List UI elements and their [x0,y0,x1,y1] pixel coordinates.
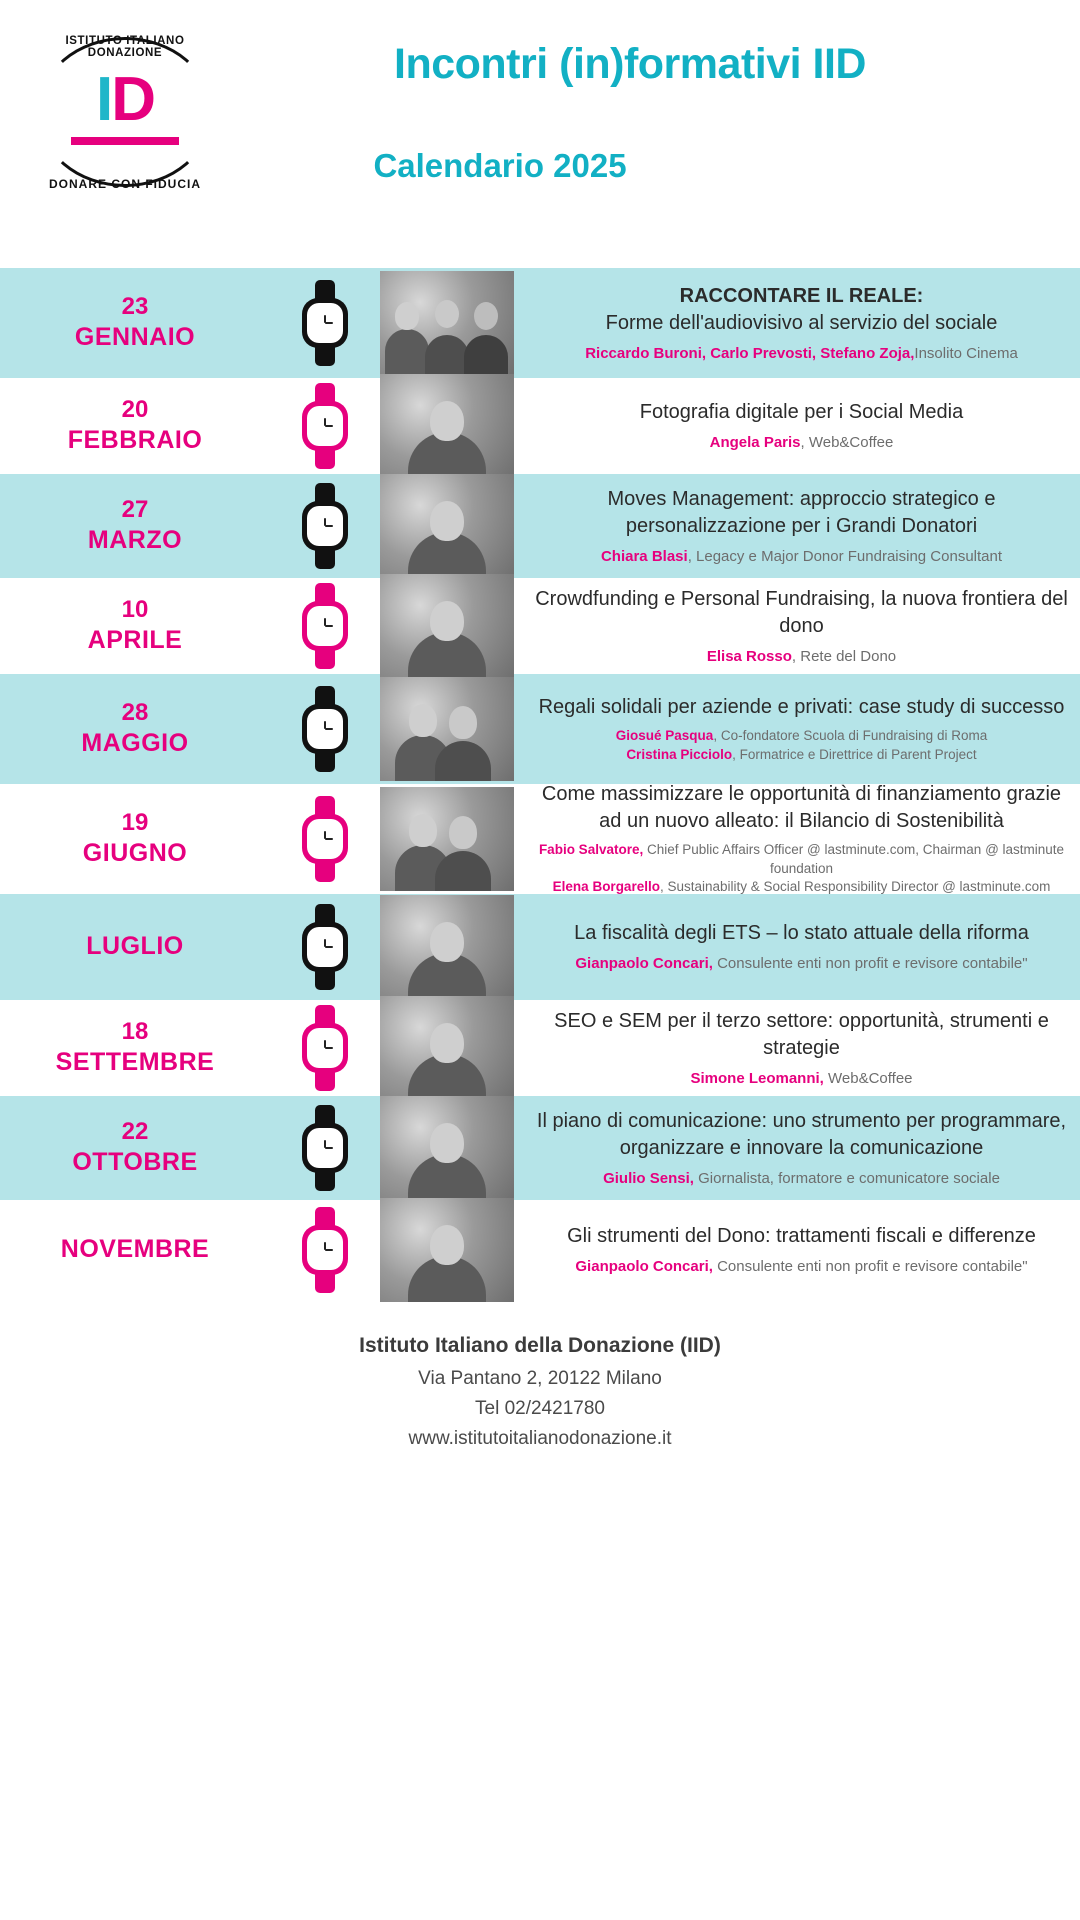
speaker-photo [380,996,514,1100]
event-day: 19 [121,809,149,837]
speaker-line [535,1068,1068,1089]
speaker-role: , Formatrice e Direttrice di Parent Project [732,746,977,762]
table-row [0,268,1080,378]
event-month: MAGGIO [81,729,189,758]
footer-organization: Istituto Italiano della Donazione (IID) [359,1334,721,1357]
event-title [535,1108,1068,1162]
speaker-photo-cell [380,1200,525,1300]
event-details [525,674,1080,784]
event-month: GENNAIO [74,323,196,352]
speaker-photo [380,574,514,678]
speaker-line [535,727,1068,746]
speaker-photo-cell [380,784,525,894]
event-title-text: Fotografia digitale per i Social Media [639,401,964,423]
speaker-role: Consulente enti non profit e revisore contabile" [712,1258,1028,1275]
event-title-text: Come massimizzare le opportunità di finanziamento grazie ad un nuovo alleato: il Bilancio di Sostenibilità [541,782,1062,832]
event-date [0,378,270,474]
speaker-line [535,646,1068,667]
event-title-text: Forme dell'audiovisivo al servizio del sociale [605,311,998,334]
event-day: 20 [121,396,149,424]
logo-arc-top-text: ISTITUTO ITALIANO DONAZIONE [65,35,185,59]
event-speakers [535,1256,1068,1277]
event-month: MARZO [87,526,183,555]
page-footer [0,1334,1080,1450]
watch-icon-cell [270,378,380,474]
speaker-role: , Legacy e Major Donor Fundraising Consultant [687,547,1003,565]
watch-icon-cell [270,268,380,378]
event-title [535,399,1068,426]
speaker-name: Gianpaolo Concari, [575,955,713,972]
event-details [525,578,1080,674]
logo-tagline: DONARE CON FIDUCIA [49,177,201,191]
event-day: 10 [121,596,149,624]
watch-icon [302,904,348,990]
event-month: GIUGNO [82,839,188,868]
event-day: 27 [121,496,149,524]
speaker-name: Cristina Picciolo [626,746,733,762]
watch-icon-cell [270,1200,380,1300]
speaker-line [535,432,1068,453]
event-speakers [535,546,1068,567]
event-speakers [535,1068,1068,1089]
table-row [0,894,1080,1000]
table-row [0,1096,1080,1200]
watch-icon-cell [270,674,380,784]
event-details [525,474,1080,578]
event-date [0,784,270,894]
event-title [535,586,1068,640]
footer-address: Via Pantano 2, 20122 Milano [418,1368,662,1389]
speaker-role: Chief Public Affairs Officer @ lastminute.com, Chairman @ lastminute foundation [643,841,1065,876]
speaker-role: Consulente enti non profit e revisore contabile" [712,955,1028,972]
event-day: 23 [121,293,149,321]
event-details [525,1096,1080,1200]
event-month: SETTEMBRE [55,1048,215,1077]
event-details [525,378,1080,474]
event-title [535,283,1068,337]
event-date [0,1096,270,1200]
speaker-photo [380,1096,514,1200]
event-title-text: Regali solidali per aziende e privati: case study di successo [538,695,1065,718]
table-row [0,474,1080,578]
event-month: LUGLIO [86,932,184,961]
event-title-text: SEO e SEM per il terzo settore: opportunità, strumenti e strategie [554,1009,1049,1059]
speaker-name: Angela Paris [709,434,801,451]
speaker-name: Simone Leomanni, [690,1069,824,1087]
event-title-text: La fiscalità degli ETS – lo stato attuale della riforma [574,922,1029,944]
speaker-name: Gianpaolo Concari, [575,1258,713,1275]
watch-icon [302,1105,348,1191]
event-title [535,486,1068,540]
event-month: NOVEMBRE [60,1235,210,1264]
event-month: APRILE [87,626,183,655]
table-row [0,674,1080,784]
speaker-photo [380,1198,514,1302]
event-speakers [535,646,1068,667]
speaker-line [535,1256,1068,1277]
watch-icon-cell [270,784,380,894]
logo-initial-i: I [95,65,112,134]
watch-icon [302,686,348,772]
logo-initials [27,65,223,134]
watch-icon [302,483,348,569]
event-day: 18 [121,1018,149,1046]
speaker-photo-cell [380,674,525,784]
speaker-role: , Web&Coffee [800,434,894,451]
watch-icon-cell [270,1000,380,1096]
watch-icon-cell [270,1096,380,1200]
table-row [0,1000,1080,1096]
event-details [525,1200,1080,1300]
watch-icon [302,583,348,669]
watch-icon [302,383,348,469]
speaker-photo-cell [380,1000,525,1096]
watch-icon [302,1005,348,1091]
speaker-photo-cell [380,268,525,378]
speaker-photo [380,374,514,478]
event-date [0,1000,270,1096]
speaker-name: Elena Borgarello [552,879,660,895]
event-details [525,268,1080,378]
title-block [250,18,1080,185]
event-day: 22 [121,1118,149,1146]
speaker-line [535,343,1068,364]
speaker-photo [380,787,514,891]
event-speakers [535,727,1068,765]
event-title-text: Crowdfunding e Personal Fundraising, la nuova frontiera del dono [535,587,1068,637]
logo [0,18,250,208]
event-title-headline: RACCONTARE IL REALE: [679,284,924,307]
speaker-role: , Co-fondatore Scuola di Fundraising di Roma [713,727,988,743]
event-title [535,1223,1068,1250]
watch-icon [302,1207,348,1293]
event-speakers [535,343,1068,364]
event-date [0,894,270,1000]
event-date [0,674,270,784]
event-day: 28 [121,699,149,727]
event-month: OTTOBRE [72,1148,198,1177]
event-speakers [535,953,1068,974]
event-details [525,784,1080,894]
speaker-line [535,953,1068,974]
table-row [0,1200,1080,1300]
speaker-photo [380,474,514,578]
event-title-text: Moves Management: approccio strategico e personalizzazione per i Grandi Donatori [607,487,996,537]
speaker-photo-cell [380,1096,525,1200]
watch-icon [302,796,348,882]
speaker-role: , Rete del Dono [791,647,897,665]
event-date [0,268,270,378]
table-row [0,784,1080,894]
speaker-photo-cell [380,378,525,474]
event-title [535,1008,1068,1062]
speaker-line [535,746,1068,765]
speaker-role: Insolito Cinema [914,344,1018,362]
event-date [0,1200,270,1300]
event-speakers [535,432,1068,453]
watch-icon-cell [270,474,380,578]
footer-phone: Tel 02/2421780 [475,1398,605,1419]
logo-initial-d: D [111,65,154,134]
speaker-photo-cell [380,578,525,674]
speaker-line [535,1168,1068,1189]
event-speakers [535,1168,1068,1189]
logo-underline [71,137,179,145]
watch-icon [302,280,348,366]
page-header [0,0,1080,268]
event-details [525,894,1080,1000]
footer-website[interactable]: www.istitutoitalianodonazione.it [408,1428,672,1449]
speaker-photo-cell [380,894,525,1000]
event-month: FEBBRAIO [67,426,203,455]
watch-icon-cell [270,578,380,674]
speaker-name: Giulio Sensi, [603,1169,694,1187]
speaker-photo [380,271,514,375]
event-title-text: Il piano di comunicazione: uno strumento per programmare, organizzare e innovare la comunicazione [536,1109,1067,1159]
calendar-rows [0,268,1080,1300]
page-subtitle: Calendario 2025 [373,147,627,184]
speaker-photo-cell [380,474,525,578]
watch-icon-cell [270,894,380,1000]
event-title-text: Gli strumenti del Dono: trattamenti fiscali e differenze [567,1225,1036,1247]
speaker-line [535,546,1068,567]
speaker-role: Web&Coffee [823,1069,913,1087]
event-date [0,474,270,578]
speaker-name: Fabio Salvatore, [538,841,644,857]
event-details [525,1000,1080,1096]
table-row [0,378,1080,474]
speaker-photo [380,677,514,781]
speaker-role: Giornalista, formatore e comunicatore sociale [693,1169,1000,1187]
page-title: Incontri (in)formativi IID [394,40,866,88]
speaker-photo [380,895,514,999]
event-date [0,578,270,674]
event-title [535,920,1068,947]
speaker-name: Chiara Blasi [600,547,688,565]
speaker-name: Riccardo Buroni, Carlo Prevosti, Stefano Zoja, [585,344,915,362]
event-title [535,694,1068,721]
table-row [0,578,1080,674]
speaker-line [535,841,1068,879]
speaker-role: , Sustainability & Social Responsibility Director @ lastminute.com [659,879,1051,895]
event-speakers [535,841,1068,898]
event-title [535,781,1068,835]
speaker-name: Giosué Pasqua [615,727,714,743]
speaker-name: Elisa Rosso [706,647,792,665]
